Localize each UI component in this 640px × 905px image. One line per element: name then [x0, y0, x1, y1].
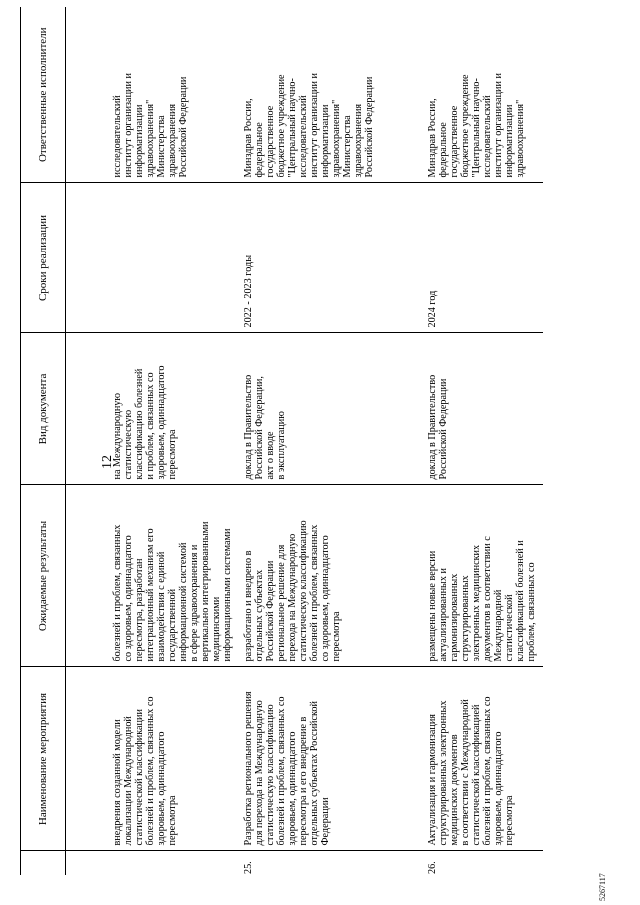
- term: 2022 - 2023 годы: [239, 183, 423, 333]
- measure-name: Разработка регионального решения для перехода на Международную статистическую классификацию болезней и проблем, связанных со здоровьем, одиннадцатого пересмотра и его внедрение в отдельных субъектах Российской Федерации: [239, 667, 423, 851]
- page-number: 12: [100, 455, 115, 469]
- table-row: [423, 7, 543, 875]
- header-doc-type: Вид документа: [21, 333, 66, 485]
- row-number: [66, 851, 240, 875]
- expected-result: болезней и проблем, связанных со здоровьем, одиннадцатого пересмотра, разработан интеграционный механизм его взаимодействия с единой государственной информационной системой в сфере здравоохранения и вертикально интегрированными медицинскими информационными системами: [66, 485, 240, 667]
- header-results: Ожидаемые результаты: [21, 485, 66, 667]
- term: [66, 183, 240, 333]
- expected-result: разработано и внедрено в отдельных субъектах Российской Федерации региональное решение для перехода на Международную статистическую классификацию болезней и проблем, связанных со здоровьем, одиннадцатого пересмотра: [239, 485, 423, 667]
- expected-result: размещены новые версии актуализированных и гармонизированных структурированных электронных медицинских документов в соответствии с Международной статистической классификацией болезней и проблем, связанных со: [423, 485, 543, 667]
- term: 2024 год: [423, 183, 543, 333]
- measures-table: [20, 7, 543, 875]
- table-row: [239, 7, 423, 875]
- executors: Минздрав России, федеральное государственное бюджетное учреждение "Центральный научно- исследовательский институт организации и информатизации здравоохранения" Министерства здравоохранения Российской Федерации: [239, 7, 423, 183]
- measure-name: Актуализация и гармонизация структурированных электронных медицинских документов в соответствии с Международной статистической классификацией болезней и проблем, связанных со здоровьем, одиннадцатого пересмотра: [423, 667, 543, 851]
- header-executors: Ответственные исполнители: [21, 7, 66, 183]
- header-name: Наименование мероприятия: [21, 667, 66, 851]
- executors: Минздрав России, федеральное государственное бюджетное учреждение "Центральный научно- исследовательский институт организации и информатизации здравоохранения": [423, 7, 543, 183]
- document-type: доклад в Правительство Российской Федерации, акт о вводе в эксплуатацию: [239, 333, 423, 485]
- row-number: 25.: [243, 861, 254, 874]
- document-type: на Международную статистическую классификацию болезней и проблем, связанных со здоровьем, одиннадцатого пересмотра: [66, 333, 240, 485]
- executors: исследовательский институт организации и информатизации здравоохранения" Министерства здравоохранения Российской Федерации: [66, 7, 240, 183]
- document-code: 5267117: [598, 873, 607, 901]
- table-header-row: [21, 7, 66, 875]
- document-type: доклад в Правительство Российской Федерации: [423, 333, 543, 485]
- measure-name: внедрения созданной модели локализации Международной статистической классификации болезней и проблем, связанных со здоровьем, одиннадцатого пересмотра: [66, 667, 240, 851]
- header-number: [21, 851, 66, 875]
- row-number: 26.: [427, 861, 438, 874]
- table-row: [66, 7, 240, 875]
- header-term: Сроки реализации: [21, 183, 66, 333]
